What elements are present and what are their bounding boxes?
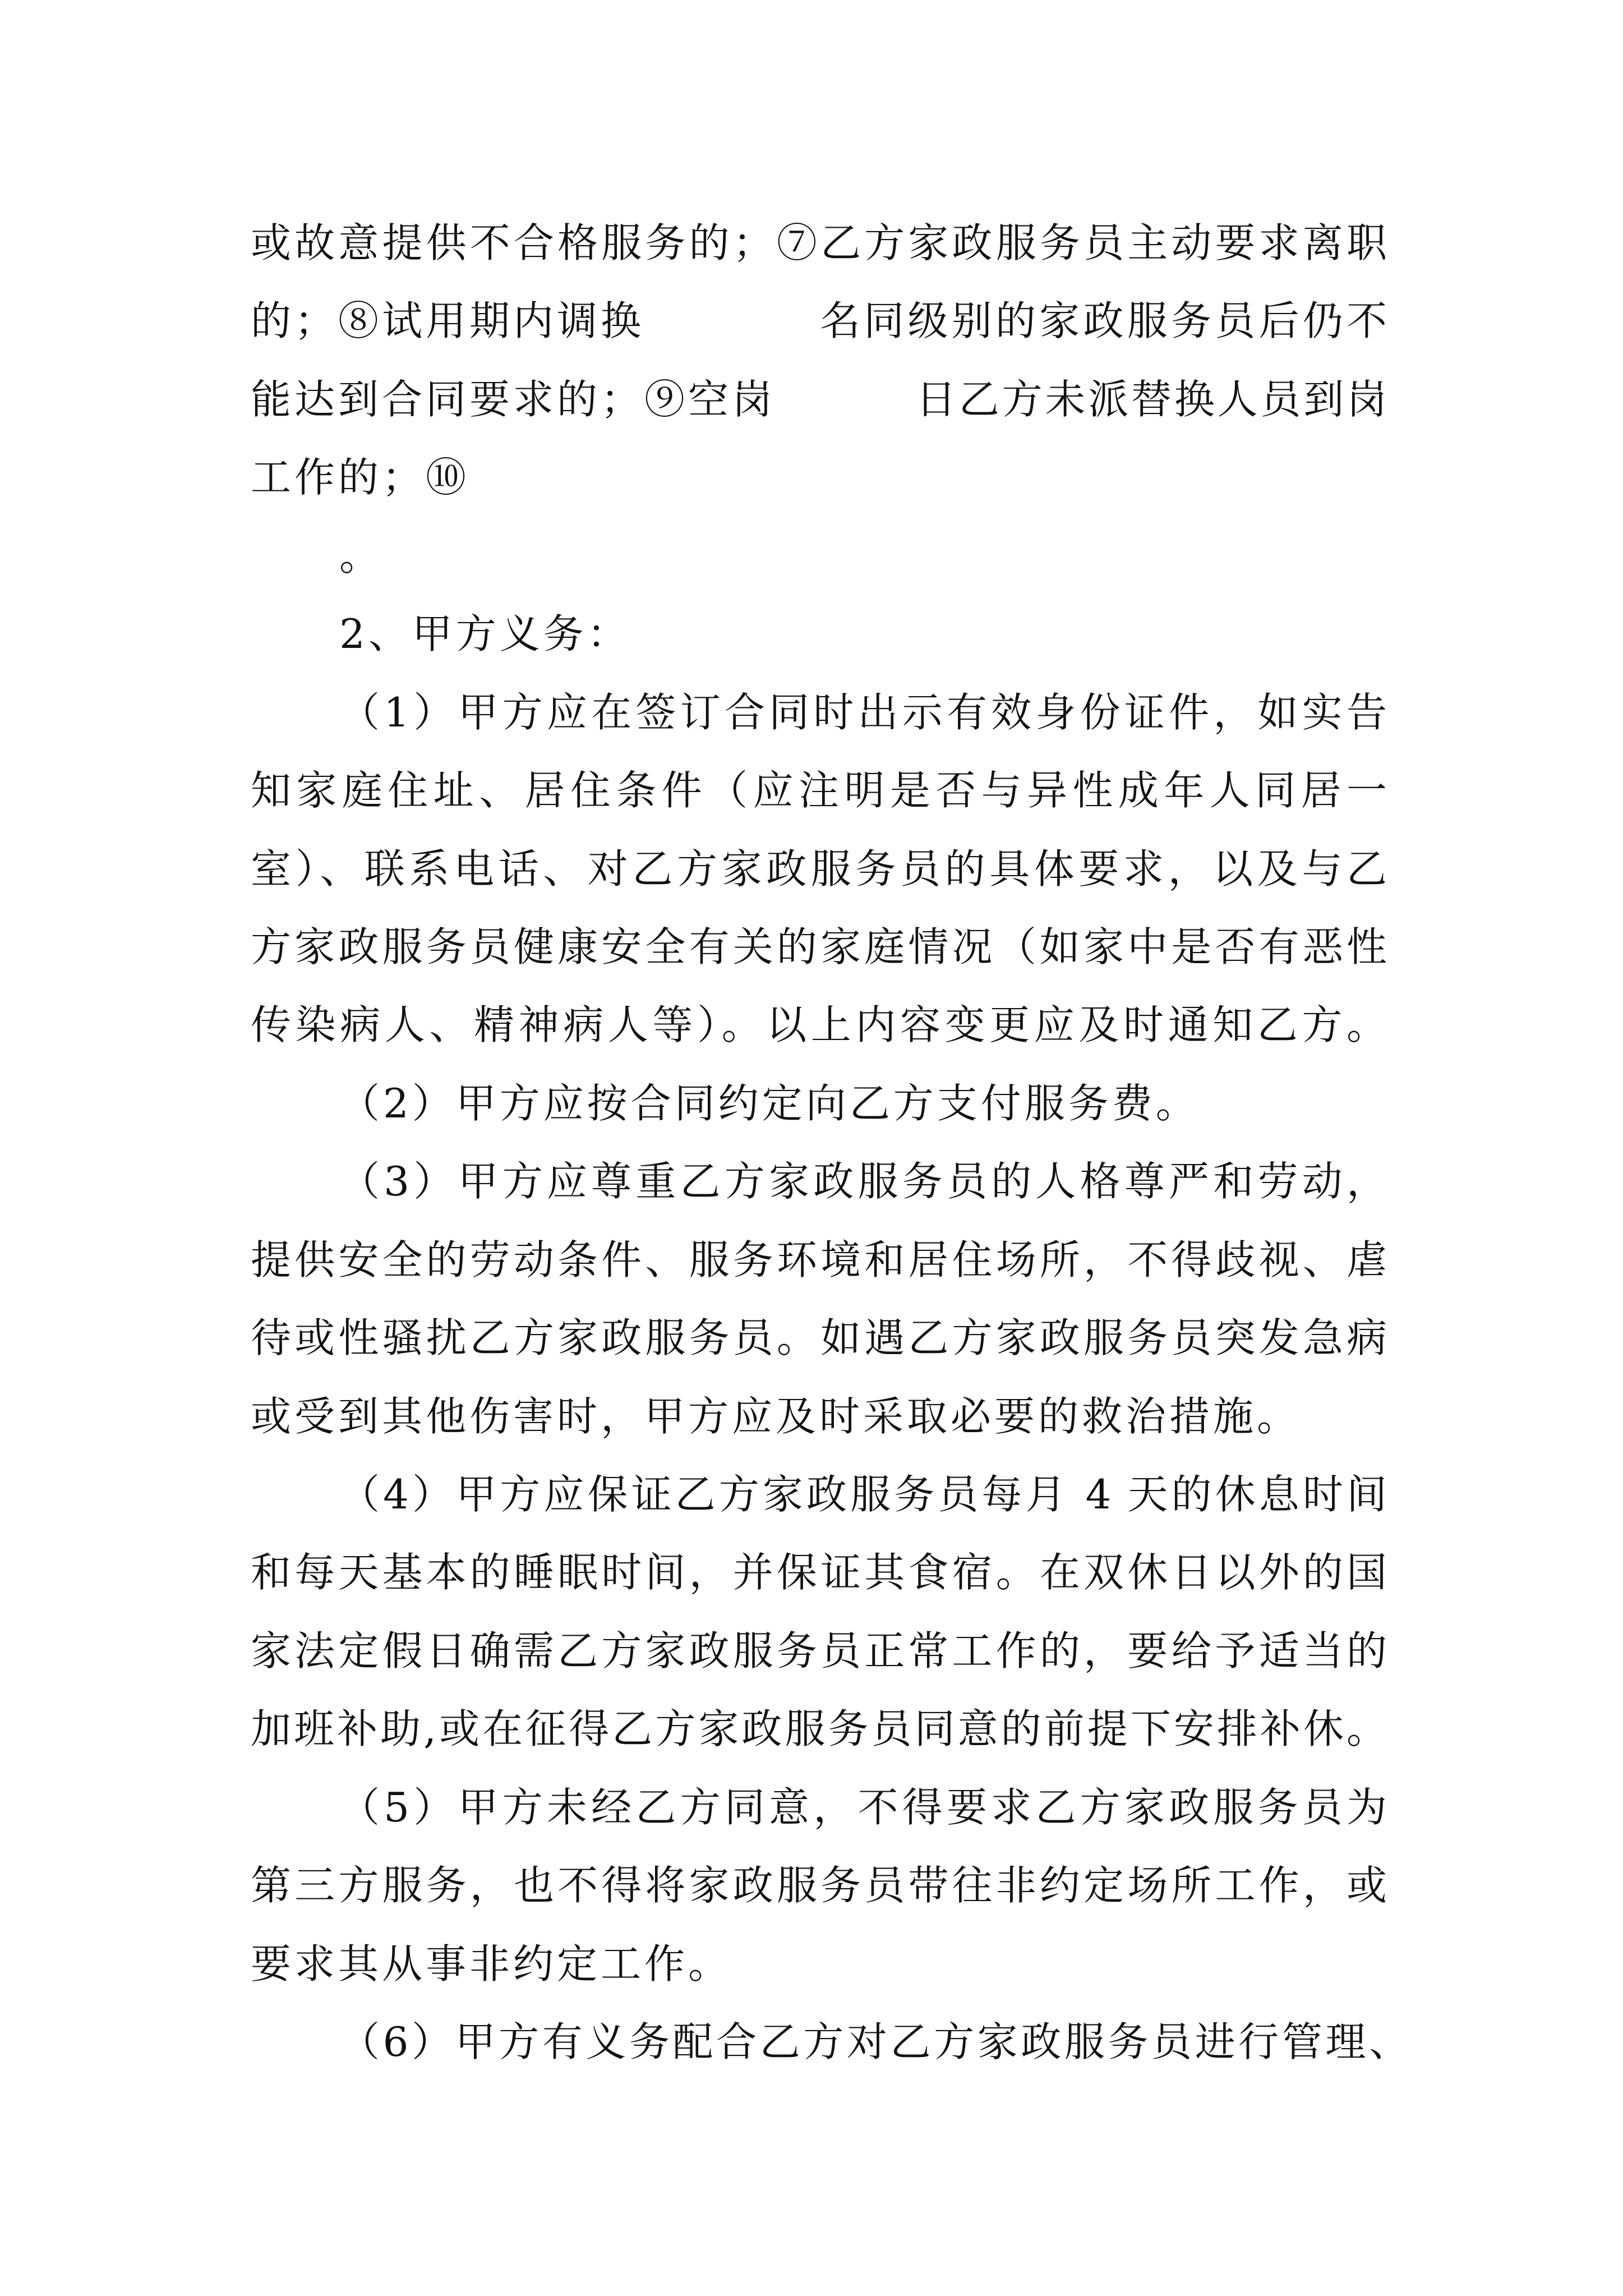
text-line: 提供安全的劳动条件、服务环境和居住场所，不得歧视、虐 — [251, 1236, 1387, 1283]
text-segment: 名同级别的家政服务员后仍不 — [820, 297, 1387, 345]
text-line: 要求其从事非约定工作。 — [251, 1940, 732, 1987]
text-line: （1）甲方应在签订合同时出示有效身份证件，如实告 — [339, 688, 1387, 736]
text-line: 室）、联系电话、对乙方家政服务员的具体要求，以及与乙 — [251, 845, 1387, 892]
text-line: （6）甲方有义务配合乙方对乙方家政服务员进行管理、 — [339, 2018, 1409, 2066]
obligation-item — [251, 1065, 1387, 1143]
text-line: （3）甲方应尊重乙方家政服务员的人格尊严和劳动， — [339, 1158, 1387, 1205]
section-heading: 2、甲方义务： — [339, 610, 631, 658]
text-line: 第三方服务，也不得将家政服务员带往非约定场所工作，或 — [251, 1862, 1387, 1910]
previous-clause-continuation — [251, 204, 1387, 595]
text-segment: 的；⑧试用期内调换 — [251, 297, 645, 345]
text-line: 或受到其他伤害时，甲方应及时采取必要的救治措施。 — [251, 1392, 1301, 1440]
text-line: 和每天基本的睡眠时间，并保证其食宿。在双休日以外的国 — [251, 1549, 1387, 1596]
text-line: 传染病人、精神病人等）。以上内容变更应及时通知乙方。 — [251, 1001, 1387, 1049]
text-line: （4）甲方应保证乙方家政服务员每月 4 天的休息时间 — [339, 1471, 1387, 1518]
obligation-item — [251, 2003, 1409, 2081]
text-line: 知家庭住址、居住条件（应注明是否与异性成年人同居一 — [251, 767, 1387, 815]
text-line: 待或性骚扰乙方家政服务员。如遇乙方家政服务员突发急病 — [251, 1314, 1387, 1362]
text-line: （5）甲方未经乙方同意，不得要求乙方家政服务员为 — [339, 1783, 1387, 1831]
text-line: 方家政服务员健康安全有关的家庭情况（如家中是否有恶性 — [251, 923, 1387, 970]
text-segment: 能达到合同要求的；⑨空岗 — [251, 375, 776, 423]
obligation-item — [251, 1769, 1387, 2003]
text-line: 加班补助,或在征得乙方家政服务员同意的前提下安排补休。 — [251, 1705, 1387, 1753]
text-line: （2）甲方应按合同约定向乙方支付服务费。 — [339, 1079, 1200, 1127]
text-line-with-blank — [251, 282, 1387, 360]
obligation-item — [251, 1456, 1387, 1769]
text-line-with-blank — [251, 361, 1387, 439]
document-body — [251, 204, 1409, 2082]
text-line: 。 — [339, 532, 384, 579]
obligation-item — [251, 1143, 1387, 1456]
text-segment: 日乙方未派替换人员到岗 — [916, 375, 1387, 423]
text-line: 家法定假日确需乙方家政服务员正常工作的，要给予适当的 — [251, 1627, 1387, 1674]
text-line: 工作的；⑩ — [251, 454, 470, 501]
obligation-item — [251, 674, 1387, 1065]
fill-in-blank — [644, 334, 820, 335]
text-line: 或故意提供不合格服务的；⑦乙方家政服务员主动要求离职 — [251, 219, 1387, 266]
